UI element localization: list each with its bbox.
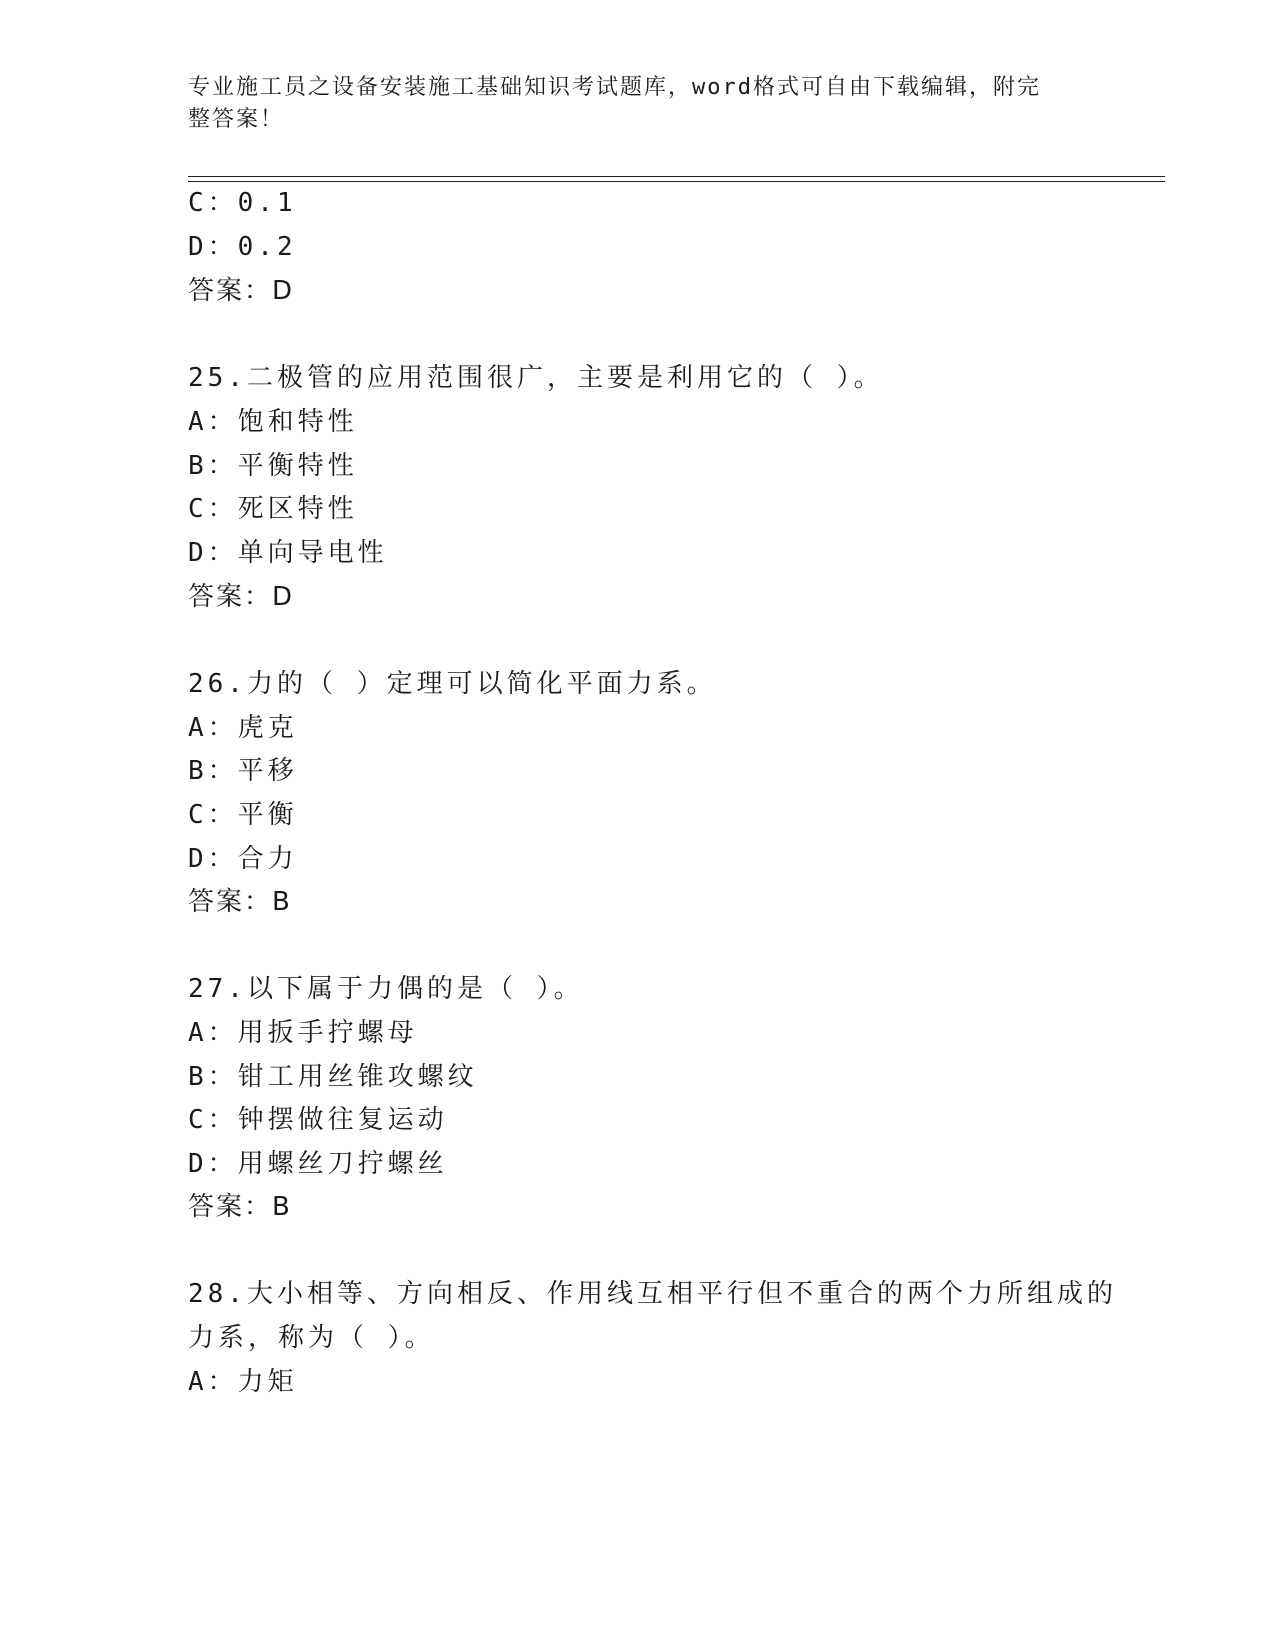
header-divider-top bbox=[188, 176, 1165, 177]
header-line-1: 专业施工员之设备安装施工基础知识考试题库，word格式可自由下载编辑，附完 bbox=[188, 75, 1041, 100]
q25-option-d: D：单向导电性 bbox=[188, 538, 388, 568]
q26-option-c: C：平衡 bbox=[188, 800, 298, 830]
q25-answer: 答案：D bbox=[188, 582, 295, 612]
q26-stem: 26.力的（ ）定理可以简化平面力系。 bbox=[188, 669, 717, 699]
q28-option-a: A：力矩 bbox=[188, 1367, 298, 1397]
q25-option-c: C：死区特性 bbox=[188, 494, 358, 524]
prev-option-d: D：0.2 bbox=[188, 232, 297, 262]
q26-option-d: D：合力 bbox=[188, 844, 298, 874]
q27-option-b: B：钳工用丝锥攻螺纹 bbox=[188, 1062, 478, 1092]
q27-option-c: C：钟摆做往复运动 bbox=[188, 1105, 448, 1135]
header-divider-bottom bbox=[188, 181, 1165, 182]
q27-option-a: A：用扳手拧螺母 bbox=[188, 1018, 418, 1048]
prev-answer: 答案：D bbox=[188, 276, 295, 306]
q28-stem-line-1: 28.大小相等、方向相反、作用线互相平行但不重合的两个力所组成的 bbox=[188, 1279, 1117, 1309]
q25-option-a: A：饱和特性 bbox=[188, 407, 358, 437]
q27-stem: 27.以下属于力偶的是（ ）。 bbox=[188, 974, 584, 1004]
q25-option-b: B：平衡特性 bbox=[188, 451, 358, 481]
document-header bbox=[188, 72, 1068, 136]
q26-option-b: B：平移 bbox=[188, 756, 298, 786]
q27-answer: 答案：B bbox=[188, 1192, 292, 1222]
q25-stem: 25.二极管的应用范围很广，主要是利用它的（ ）。 bbox=[188, 363, 884, 393]
prev-option-c: C：0.1 bbox=[188, 188, 297, 218]
q27-option-d: D：用螺丝刀拧螺丝 bbox=[188, 1149, 448, 1179]
header-line-2: 整答案！ bbox=[188, 107, 285, 132]
q28-stem-line-2: 力系，称为（ ）。 bbox=[188, 1323, 435, 1353]
q26-answer: 答案：B bbox=[188, 887, 292, 917]
q26-option-a: A：虎克 bbox=[188, 713, 298, 743]
